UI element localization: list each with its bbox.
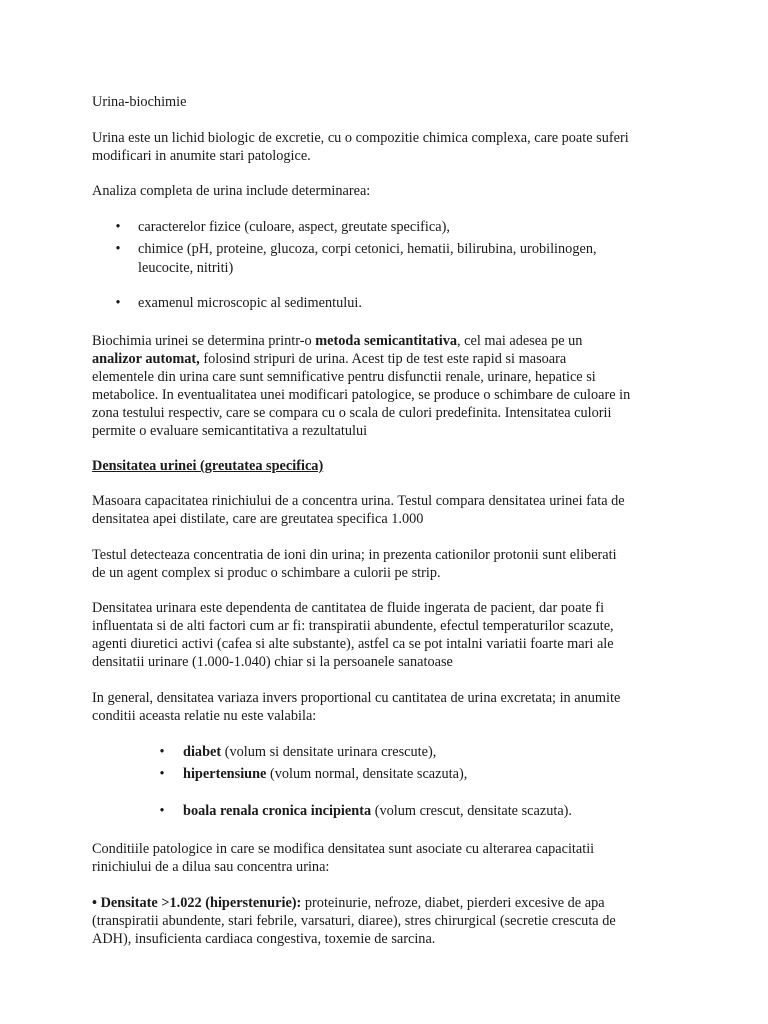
text-run: folosind stripuri de urina. Acest tip de test este rapid si masoara: [199, 351, 567, 367]
intro-line: Urina este un lichid biologic de excretie, cu o compozitie chimica complexa, care poate suferi: [92, 130, 629, 146]
paragraph-line: (transpiratii abundente, stari febrile, varsaturi, diaree), stres chirurgical (secretie crescuta de: [92, 913, 616, 929]
paragraph-line: elementele din urina care sunt semnificative pentru disfunctii renale, urinare, hepatice si: [92, 369, 596, 385]
text-run: Biochimia urinei se determina printr-o: [92, 333, 316, 349]
bold-term: analizor automat,: [92, 351, 200, 367]
list-item: [183, 743, 436, 761]
section-heading: [92, 457, 682, 475]
bullet-icon: •: [115, 241, 121, 257]
bold-term: diabet: [183, 744, 222, 760]
paragraph-line: ADH), insuficienta cardiaca congestiva, toxemie de sarcina.: [92, 931, 436, 947]
paragraph-line: In general, densitatea variaza invers proportional cu cantitatea de urina excretata; in anumite: [92, 690, 621, 706]
bullet-icon: •: [159, 744, 165, 760]
bullet-icon: •: [92, 895, 98, 911]
paragraph-line: agenti diuretici activi (cafea si alte substante), astfel ca se pot intalni variatii foarte mari ale: [92, 636, 614, 652]
paragraph-line: Conditiile patologice in care se modifica densitatea sunt asociate cu alterarea capacitatii: [92, 841, 595, 857]
list-item: [183, 765, 467, 783]
text-run: (volum crescut, densitate scazuta).: [371, 803, 572, 819]
list-item: [183, 802, 572, 820]
intro-line: modificari in anumite stari patologice.: [92, 148, 311, 164]
paragraph-line: permite o evaluare semicantitativa a rezultatului: [92, 423, 368, 439]
paragraph-line: [92, 332, 682, 350]
text-run: , cel mai adesea pe un: [457, 333, 583, 349]
paragraph-line: densitatea apei distilate, care are greutatea specifica 1.000: [92, 511, 424, 527]
bullet-icon: •: [159, 803, 165, 819]
text-run: (volum si densitate urinara crescute),: [221, 744, 437, 760]
list-item-continuation: leucocite, nitriti): [138, 260, 234, 276]
bullet-icon: •: [115, 295, 121, 311]
text-run: proteinurie, nefroze, diabet, pierderi excesive de apa: [301, 895, 605, 911]
paragraph-line: de un agent complex si produc o schimbare a culorii pe strip.: [92, 565, 441, 581]
paragraph-line: rinichiului de a dilua sau concentra urina:: [92, 859, 330, 875]
doc-title: Urina-biochimie: [92, 94, 187, 110]
paragraph-line: conditii aceasta relatie nu este valabila:: [92, 708, 317, 724]
analysis-lead: Analiza completa de urina include determinarea:: [92, 183, 371, 199]
bold-term: metoda semicantitativa: [315, 333, 457, 349]
paragraph-line: densitatii urinare (1.000-1.040) chiar si la persoanele sanatoase: [92, 654, 453, 670]
paragraph-line: [92, 350, 682, 368]
list-item: chimice (pH, proteine, glucoza, corpi cetonici, hematii, bilirubina, urobilinogen,: [138, 241, 597, 257]
bold-term: Densitate >1.022 (hiperstenurie):: [97, 895, 302, 911]
bold-term: boala renala cronica incipienta: [183, 803, 372, 819]
paragraph-line: Testul detecteaza concentratia de ioni din urina; in prezenta cationilor protonii sunt eliberati: [92, 547, 617, 563]
paragraph-line: influentata si de alti factori cum ar fi: transpiratii abundente, efectul temperaturilor scazute,: [92, 618, 614, 634]
bullet-icon: •: [115, 219, 121, 235]
bullet-icon: •: [159, 766, 165, 782]
section-heading-text: Densitatea urinei (greutatea specifica): [92, 458, 324, 474]
text-run: (volum normal, densitate scazuta),: [266, 766, 468, 782]
paragraph-line: Densitatea urinara este dependenta de cantitatea de fluide ingerata de pacient, dar poate fi: [92, 600, 605, 616]
paragraph-line: metabolice. In eventualitatea unei modificari patologice, se produce o schimbare de culoare in: [92, 387, 631, 403]
paragraph-line: Masoara capacitatea rinichiului de a concentra urina. Testul compara densitatea urinei fata de: [92, 493, 625, 509]
list-item: caracterelor fizice (culoare, aspect, greutate specifica),: [138, 219, 450, 235]
paragraph-line: zona testului respectiv, care se compara cu o scala de culori predefinita. Intensitatea culorii: [92, 405, 612, 421]
list-item: examenul microscopic al sedimentului.: [138, 295, 362, 311]
paragraph-line: [92, 894, 682, 912]
bold-term: hipertensiune: [183, 766, 267, 782]
